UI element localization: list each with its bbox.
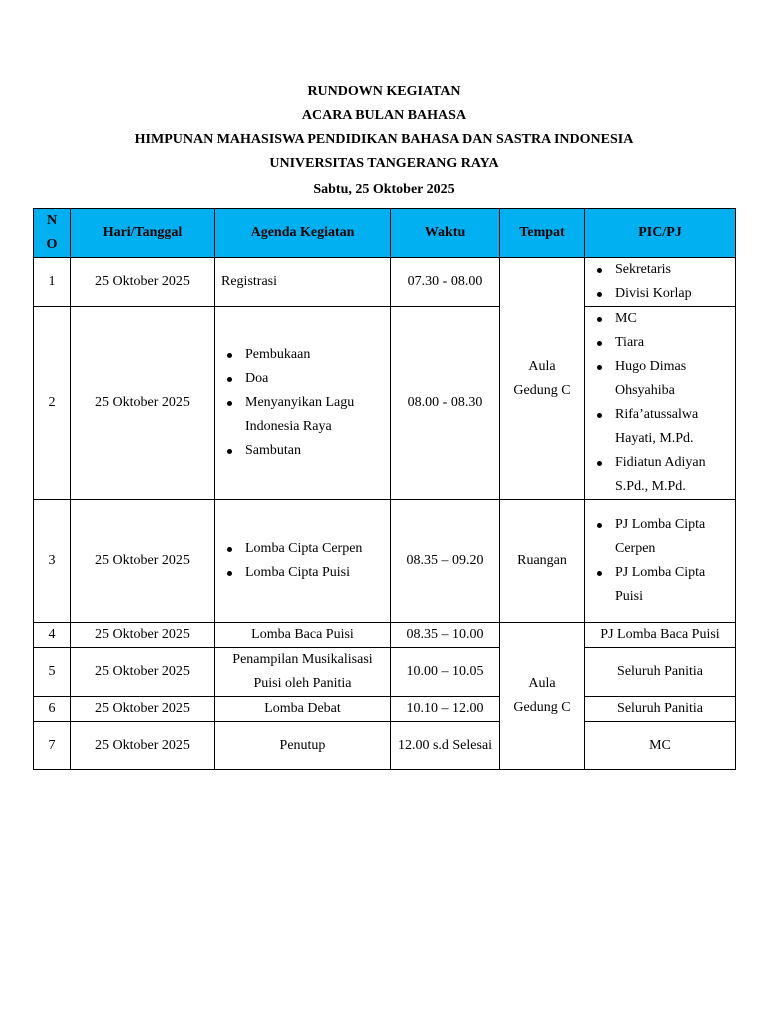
list-item: [591, 258, 729, 282]
col-header-date: Hari/Tanggal: [71, 209, 215, 258]
list-item: [591, 307, 729, 331]
bullet-icon: [597, 268, 602, 273]
pic-name: Tiara: [615, 335, 645, 350]
col-header-pic: PIC/PJ: [585, 209, 736, 258]
list-item: [591, 355, 729, 403]
list-item: [221, 439, 384, 463]
bullet-icon: [597, 461, 602, 466]
pic-name: Fidiatun Adiyan S.Pd., M.Pd.: [615, 455, 706, 494]
agenda-item: Pembukaan: [245, 347, 311, 362]
cell-date: 25 Oktober 2025: [71, 648, 215, 697]
table-row: [34, 623, 736, 648]
pic-name: Rifa’atussalwa Hayati, M.Pd.: [615, 407, 699, 446]
bullet-icon: [227, 547, 232, 552]
cell-agenda: [215, 500, 391, 623]
bullet-icon: [597, 341, 602, 346]
bullet-icon: [597, 413, 602, 418]
col-header-no: [34, 209, 71, 258]
pic-name: Sekretaris: [615, 262, 671, 277]
cell-place: Ruangan: [500, 500, 585, 623]
agenda-item: Lomba Cipta Cerpen: [245, 541, 363, 556]
university-name: UNIVERSITAS TANGERANG RAYA: [269, 156, 499, 171]
bullet-icon: [227, 449, 232, 454]
organization-name: HIMPUNAN MAHASISWA PENDIDIKAN BAHASA DAN SASTRA INDONESIA: [134, 132, 634, 147]
bullet-icon: [597, 292, 602, 297]
cell-no: 6: [34, 697, 71, 722]
bullet-icon: [597, 571, 602, 576]
cell-time: 07.30 - 08.00: [391, 258, 500, 307]
cell-agenda: [215, 307, 391, 500]
cell-time: 08.00 - 08.30: [391, 307, 500, 500]
cell-agenda: Penampilan Musikalisasi Puisi oleh Panitia: [215, 648, 391, 697]
cell-agenda: Lomba Debat: [215, 697, 391, 722]
cell-pic: [585, 307, 736, 500]
cell-date: 25 Oktober 2025: [71, 722, 215, 770]
cell-no: 3: [34, 500, 71, 623]
list-item: [591, 451, 729, 499]
list-item: [221, 367, 384, 391]
list-item: [221, 391, 384, 439]
cell-pic: Seluruh Panitia: [585, 648, 736, 697]
cell-agenda: Penutup: [215, 722, 391, 770]
cell-no: 1: [34, 258, 71, 307]
col-header-time: Waktu: [391, 209, 500, 258]
pic-name: PJ Lomba Cipta Cerpen: [615, 517, 706, 556]
event-date: Sabtu, 25 Oktober 2025: [313, 182, 455, 197]
cell-pic: Seluruh Panitia: [585, 697, 736, 722]
cell-no: 2: [34, 307, 71, 500]
table-row: [34, 697, 736, 722]
table-row: [34, 722, 736, 770]
col-header-no-line1: N: [46, 213, 58, 228]
cell-place: Aula Gedung C: [500, 623, 585, 770]
cell-no: 5: [34, 648, 71, 697]
list-item: [591, 282, 729, 306]
cell-time: 08.35 – 09.20: [391, 500, 500, 623]
table-row: [34, 307, 736, 500]
rundown-table: [33, 208, 736, 770]
agenda-item: Sambutan: [245, 443, 301, 458]
agenda-item: Menyanyikan Lagu Indonesia Raya: [245, 395, 355, 434]
bullet-icon: [227, 353, 232, 358]
bullet-icon: [597, 523, 602, 528]
cell-time: 10.10 – 12.00: [391, 697, 500, 722]
cell-time: 12.00 s.d Selesai: [391, 722, 500, 770]
table-row: [34, 258, 736, 307]
cell-agenda: Registrasi: [215, 258, 391, 307]
cell-date: 25 Oktober 2025: [71, 697, 215, 722]
event-name: ACARA BULAN BAHASA: [301, 108, 467, 123]
pic-name: Divisi Korlap: [615, 286, 692, 301]
cell-date: 25 Oktober 2025: [71, 623, 215, 648]
cell-no: 4: [34, 623, 71, 648]
pic-name: MC: [615, 311, 637, 326]
cell-agenda: Lomba Baca Puisi: [215, 623, 391, 648]
list-item: [591, 403, 729, 451]
cell-time: 10.00 – 10.05: [391, 648, 500, 697]
cell-no: 7: [34, 722, 71, 770]
cell-pic: PJ Lomba Baca Puisi: [585, 623, 736, 648]
pic-name: PJ Lomba Cipta Puisi: [615, 565, 706, 604]
agenda-item: Lomba Cipta Puisi: [245, 565, 350, 580]
document-header: [0, 80, 768, 202]
bullet-icon: [227, 401, 232, 406]
bullet-icon: [597, 365, 602, 370]
list-item: [591, 331, 729, 355]
table-header-row: [34, 209, 736, 258]
table-row: [34, 648, 736, 697]
cell-time: 08.35 – 10.00: [391, 623, 500, 648]
cell-pic: MC: [585, 722, 736, 770]
agenda-item: Doa: [245, 371, 269, 386]
cell-pic: [585, 258, 736, 307]
list-item: [591, 561, 729, 609]
bullet-icon: [227, 377, 232, 382]
col-header-agenda: Agenda Kegiatan: [215, 209, 391, 258]
table-row: [34, 500, 736, 623]
cell-place: Aula Gedung C: [500, 258, 585, 500]
cell-pic: [585, 500, 736, 623]
cell-date: 25 Oktober 2025: [71, 307, 215, 500]
bullet-icon: [227, 571, 232, 576]
col-header-no-line2: O: [46, 237, 58, 252]
cell-date: 25 Oktober 2025: [71, 500, 215, 623]
bullet-icon: [597, 317, 602, 322]
list-item: [221, 561, 384, 585]
list-item: [221, 537, 384, 561]
pic-name: Hugo Dimas Ohsyahiba: [615, 359, 687, 398]
list-item: [221, 343, 384, 367]
cell-date: 25 Oktober 2025: [71, 258, 215, 307]
list-item: [591, 513, 729, 561]
doc-title: RUNDOWN KEGIATAN: [307, 84, 461, 99]
col-header-place: Tempat: [500, 209, 585, 258]
